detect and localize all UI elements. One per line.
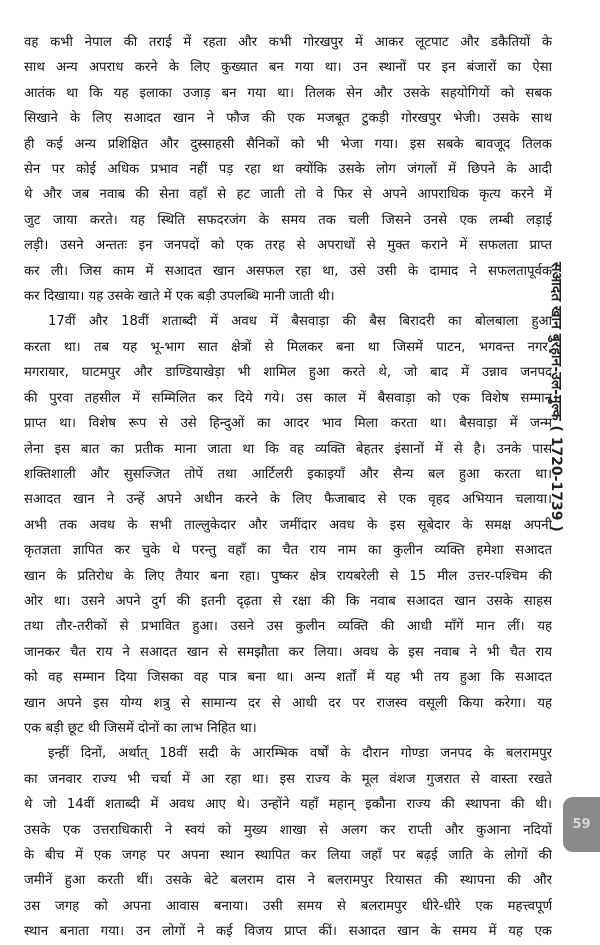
text-line: सेन पर कोई अधिक प्रभाव नहीं पड़ रहा था क्योंकि उसके लोग जंगलों में छिपने के आदी — [24, 162, 552, 178]
text-line: 17वीं और 18वीं शताब्दी में अवध में बैसवाड़ा की बैस बिरादरी का बोलबाला हुआ — [48, 314, 552, 330]
text-line: प्राप्त था। विशेष रूप से उसे हिन्दुओं का आदर भाव मिला करता था। बैसवाड़ा में जन्म — [24, 416, 552, 432]
text-line: कर दिखाया। यह उसके खाते में एक बड़ी उपलब्धि मानी जाती थी। — [24, 289, 335, 305]
text-line: खान अपने इस योग्य शत्रु से सामान्य दर से आधी दर पर राजस्व वसूली किया करेगा। यह — [24, 695, 552, 711]
paragraph-1 — [24, 30, 552, 309]
text-line: आतंक था कि यह इलाका उजाड़ बन गया था। तिलक सेन और उसके सहयोगियों को सबक — [24, 85, 552, 101]
paragraph-3 — [24, 741, 552, 944]
text-line: कृतज्ञता ज्ञापित कर चुके थे परन्तु वहाँ का चैत राय नाम का कुलीन व्यक्ति हमेशा सआदत — [24, 543, 552, 559]
text-line: का जनवार राज्य भी चर्चा में आ रहा था। इस राज्य के मूल वंशज गुजरात से वास्ता रखते — [24, 771, 552, 787]
text-line: तथा तौर-तरीकों से प्रभावित हुआ। उसने उस कुलीन व्यक्ति की आधी माँगें मान लीं। यह — [24, 619, 552, 635]
text-line: लड़ी। उसने अन्ततः इन जनपदों को एक तरह से अपराधों से मुक्त कराने में सफलता प्राप्त — [24, 238, 552, 254]
text-line: स्थान बनाता गया। उन लोगों ने कई विजय प्राप्त कीं। सआदत खान के समय में यह एक — [24, 924, 552, 940]
running-header-text: सआदत खान बुरहान-उल-मुल्क ( 1720-1739 ) — [548, 262, 564, 532]
text-line: कर ली। जिस काम में सआदत खान असफल रहा था, उसे उसी के दामाद ने सफलतापूर्वक — [24, 263, 552, 279]
text-line: के बीच में एक जगह पर अपना स्थान स्थापित कर लिया जहाँ पर बढ़ई जाति के लोगों की — [24, 848, 552, 863]
text-line: शक्तिशाली और सुसज्जित तोपें तथा आर्टिलरी इकाइयाँ और सैन्य बल हुआ करता था। — [24, 466, 552, 482]
text-line: खान के प्रतिरोध के लिए तैयार बना रहा। पुष्कर क्षेत्र रायबरेली से 15 मील उत्तर-पश्चिम की — [24, 568, 552, 584]
page-number: 59 — [572, 817, 591, 832]
paragraph-2 — [24, 309, 552, 741]
text-line: उसके एक उत्तराधिकारी ने स्वयं को मुख्य शाखा से अलग कर राप्ती और कुआना नदियों — [24, 822, 552, 838]
text-line: अभी तक अवध के सभी ताल्लुकेदार और जमींदार अवध के इस सूबेदार के समक्ष अपनी — [24, 517, 552, 533]
text-line: इन्हीं दिनों, अर्थात् 18वीं सदी के आरम्भिक वर्षों के दौरान गोण्डा जनपद के बलरामपुर — [48, 746, 552, 762]
text-line: सआदत खान ने उन्हें अपने अधीन करने के लिए फैजाबाद से एक वृहद अभियान चलाया। — [24, 492, 552, 508]
text-line: वह कभी नेपाल की तराई में रहता और कभी गोरखपुर में आकर लूटपाट और डकैतियों के — [24, 35, 552, 50]
text-line: की पुरवा तहसील में सम्मिलित कर दिये गये। उस काल में बैसवाड़ा को एक विशेष सम्मान — [24, 390, 552, 406]
text-line: जानकर चैत राय ने सआदत खान से समझौता कर लिया। अवध के इस नवाब ने भी चैत राय — [24, 644, 552, 660]
text-line: सिखाने के लिए सआदत खान ने फौज की एक मजबूत टुकड़ी गोरखपुर भेजी। उसके साथ — [24, 111, 552, 127]
text-line: लेना इस बात का प्रतीक माना जाता था कि वह व्यक्ति बेहतर इंसानों में से है। उनके पास — [24, 441, 552, 457]
text-line: उस जगह को अपना आवास बनाया। उसी समय से बलरामपुर धीरे-धीरे एक महत्त्वपूर्ण — [24, 898, 552, 914]
text-line: को वह सम्मान दिया जिसका वह पात्र बना था। अन्य शर्तों में यह भी तय हुआ कि सआदत — [24, 670, 552, 686]
page-number-tab — [563, 797, 600, 852]
text-line: करता था। तब यह भू-भाग सात क्षेत्रों से मिलकर बना था जिसमें पाटन, भगवन्त नगर, — [24, 339, 552, 355]
text-line: जुट जाया करते। यह स्थिति सफदरजंग के समय तक चली जिसने उनसे एक लम्बी लड़ाई — [24, 212, 552, 228]
text-line: ही कई अन्य प्रशिक्षित और दुस्साहसी सैनिकों को भी भेजा गया। इस सबके बावजूद तिलक — [24, 136, 552, 152]
body-text — [24, 30, 552, 945]
text-line: थे और जब नवाब की सेना वहाँ से हट जाती तो वे फिर से अपने आपराधिक कृत्य करने में — [24, 187, 552, 203]
text-line: थे जो 14वीं शताब्दी में अवध आए थे। उन्होंने यहाँ महान् इकौना राज्य की स्थापना की थी। — [24, 797, 552, 813]
text-line: एक बड़ी छूट थी जिसमें दोनों का लाभ निहित था। — [24, 720, 257, 736]
text-line: जमीनें हुआ करती थीं। उसके बेटे बलराम दास ने बलरामपुर रियासत की स्थापना की और — [24, 873, 552, 889]
text-line: साथ अन्य अपराध करने के लिए कुख्यात बन गया था। उन स्थानों पर इन बंजारों का ऐसा — [24, 60, 552, 76]
text-line: ओर था। उसने अपने दुर्ग की इतनी दृढ़ता से रक्षा की कि नवाब सआदत खान उसके साहस — [24, 593, 552, 609]
text-line: मगरायार, घाटमपुर और डाण्डियाखेड़ा भी शामिल हुआ करते थे, जो बाद में उन्नाव जनपद — [24, 365, 552, 381]
